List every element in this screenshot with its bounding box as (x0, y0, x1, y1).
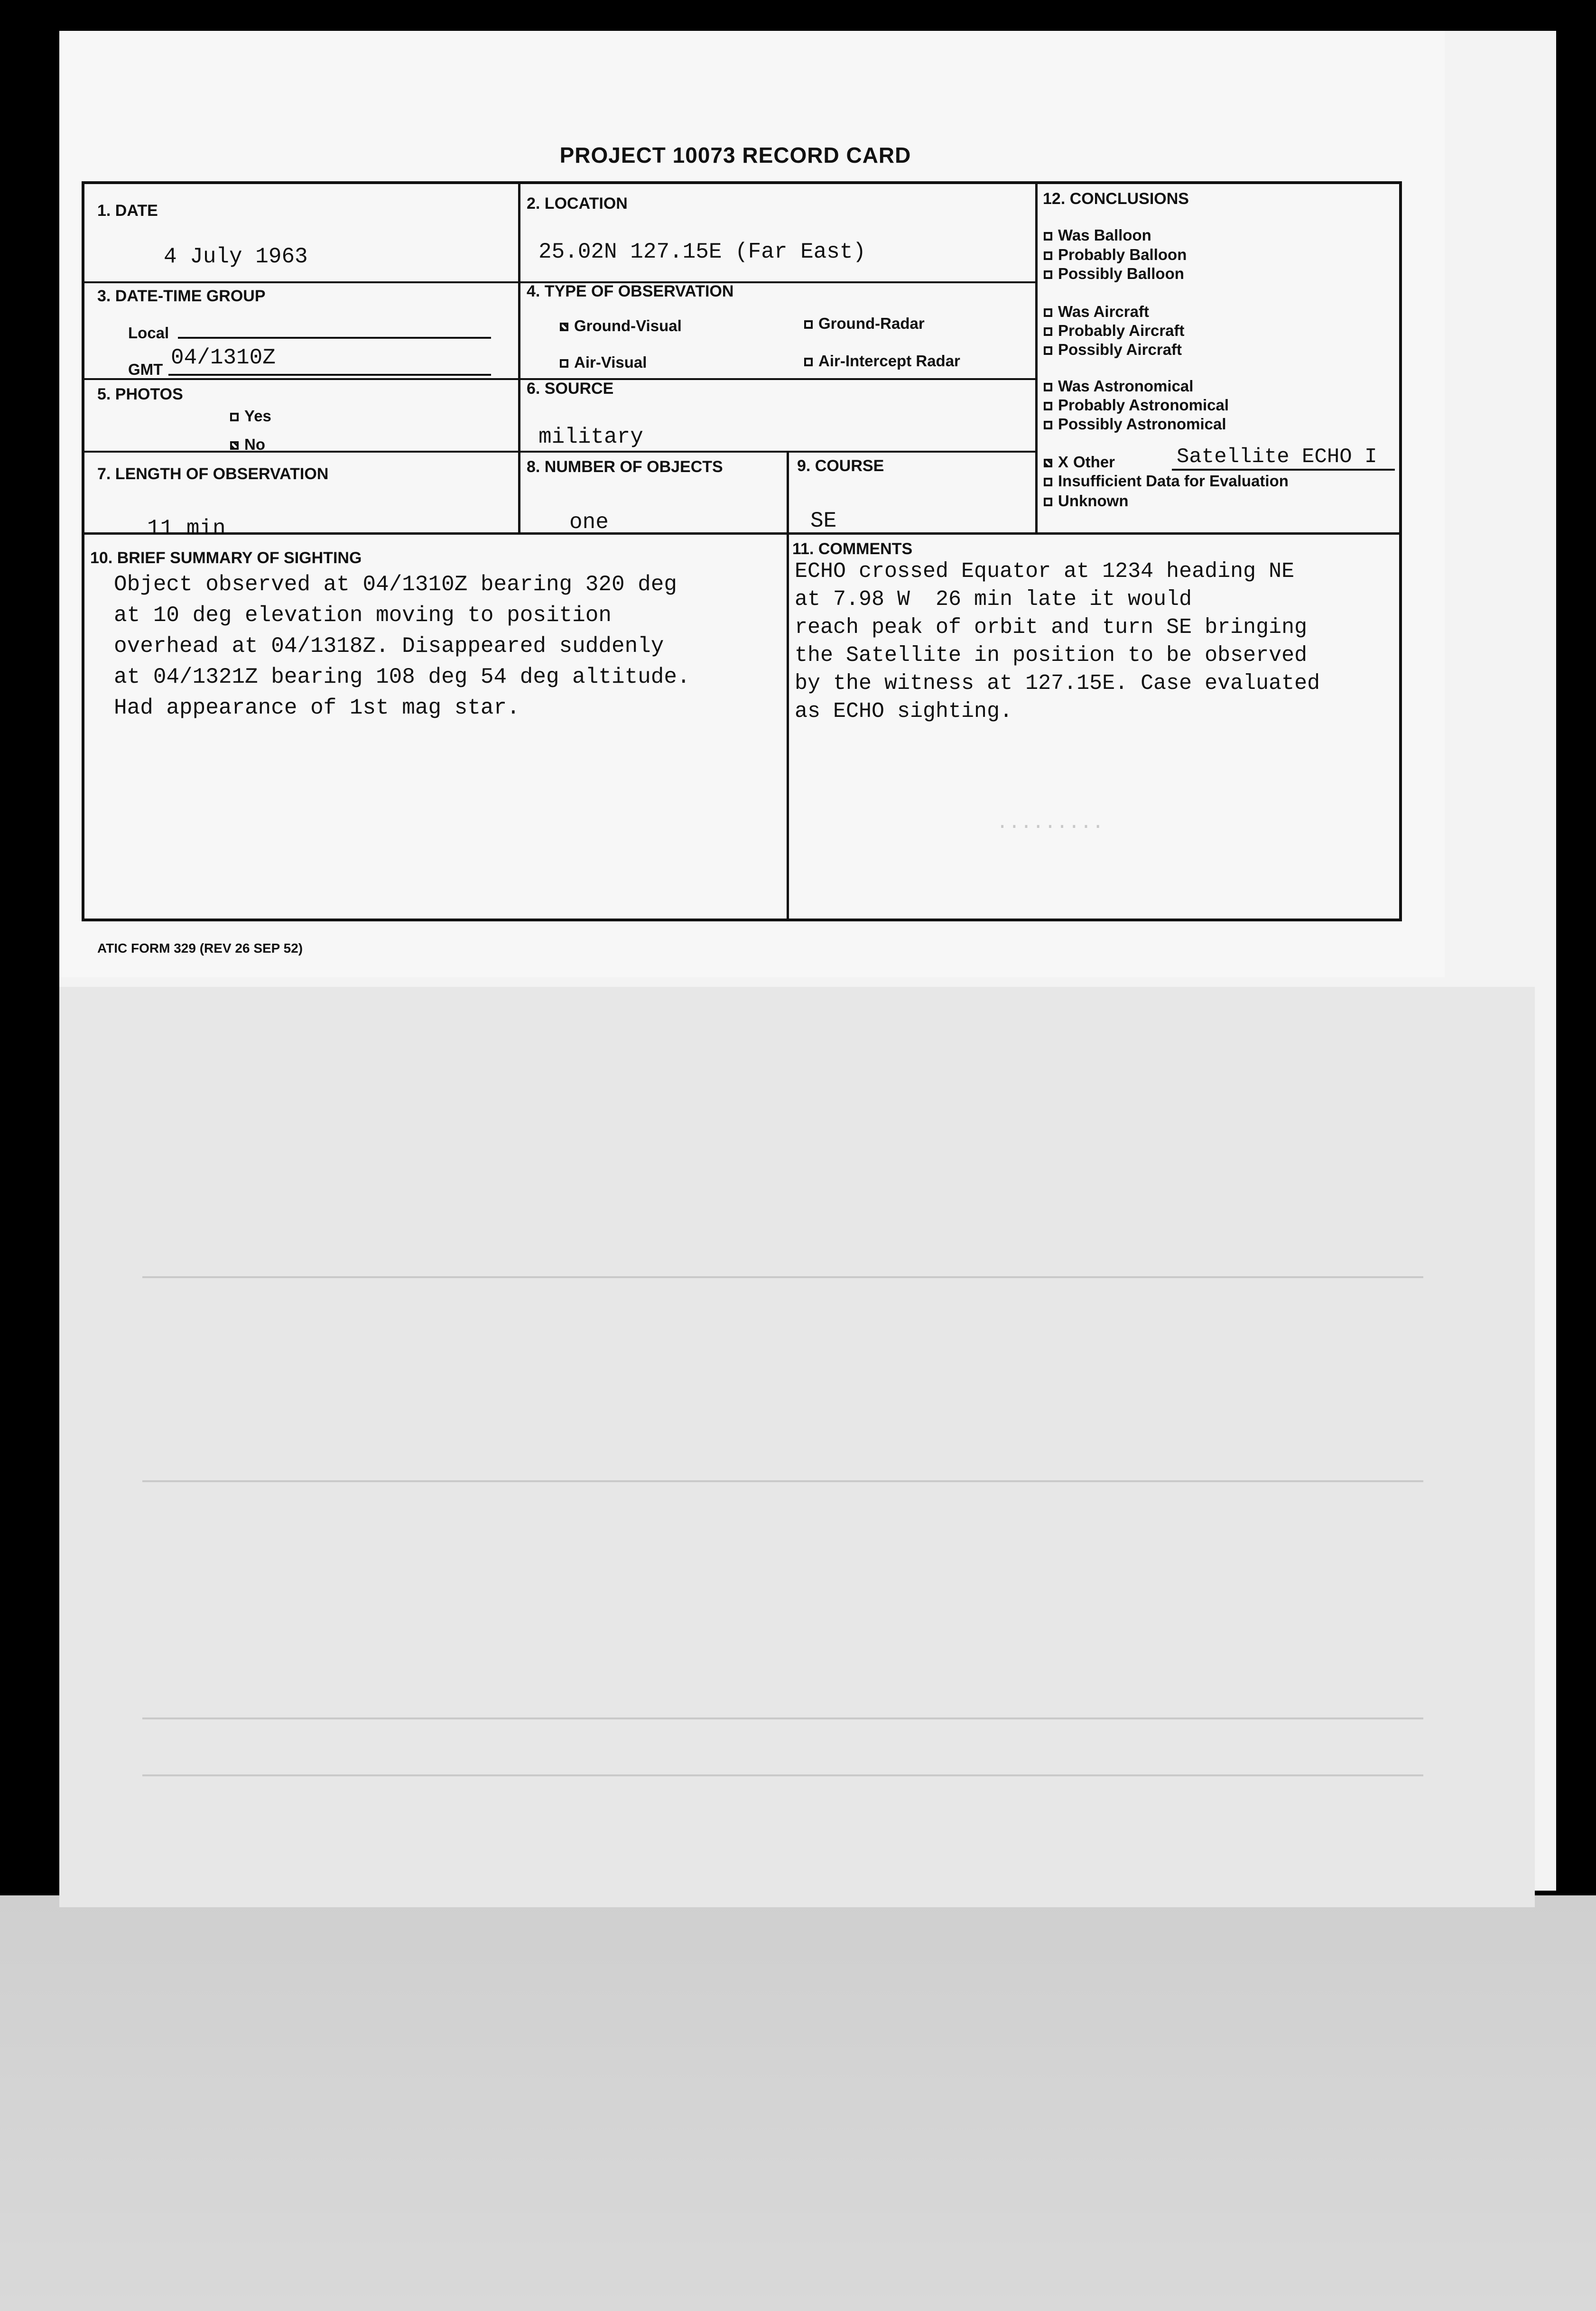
conclusion-probably-astronomical[interactable]: Probably Astronomical (1044, 396, 1229, 414)
checkbox-checked-icon (560, 323, 568, 331)
brief-summary-label: 10. BRIEF SUMMARY OF SIGHTING (90, 549, 362, 567)
length-of-observation-label: 7. LENGTH OF OBSERVATION (97, 465, 329, 483)
checkbox-icon (804, 320, 813, 329)
conclusion-probably-aircraft[interactable]: Probably Aircraft (1044, 322, 1185, 340)
location-value: 25.02N 127.15E (Far East) (538, 240, 866, 264)
obs-air-intercept-radar[interactable]: Air-Intercept Radar (804, 352, 960, 370)
conclusion-was-balloon[interactable]: Was Balloon (1044, 226, 1151, 244)
local-label: Local (128, 324, 169, 342)
checkbox-icon (804, 358, 813, 366)
course-value: SE (810, 509, 837, 533)
other-underline (1172, 469, 1395, 471)
checkbox-checked-icon (230, 441, 239, 450)
comments-line: ECHO crossed Equator at 1234 heading NE (795, 559, 1295, 584)
other-value: Satellite ECHO I (1177, 445, 1377, 469)
checkbox-icon (230, 413, 239, 421)
conclusion-possibly-astronomical[interactable]: Possibly Astronomical (1044, 415, 1226, 433)
gmt-label: GMT (128, 361, 163, 378)
obs-ground-radar[interactable]: Ground-Radar (804, 315, 925, 333)
source-label: 6. SOURCE (527, 380, 614, 398)
checkbox-icon (1044, 327, 1052, 336)
photos-label: 5. PHOTOS (97, 385, 183, 403)
gmt-underline (168, 374, 491, 376)
checkbox-icon (1044, 402, 1052, 410)
comments-line: by the witness at 127.15E. Case evaluated (795, 671, 1320, 696)
comments-line: reach peak of orbit and turn SE bringing (795, 615, 1308, 640)
scan-background (0, 1895, 1596, 2311)
obs-air-visual[interactable]: Air-Visual (560, 353, 647, 371)
checkbox-icon (1044, 308, 1052, 317)
brief-summary-text (114, 569, 690, 724)
conclusion-was-aircraft[interactable]: Was Aircraft (1044, 303, 1149, 321)
comments-text (795, 557, 1320, 725)
comments-line: at 7.98 W 26 min late it would (795, 587, 1192, 612)
conclusion-unknown[interactable]: Unknown (1044, 492, 1128, 510)
source-value: military (538, 425, 643, 449)
course-label: 9. COURSE (797, 457, 884, 475)
comments-line: the Satellite in position to be observed (795, 643, 1308, 668)
conclusion-probably-balloon[interactable]: Probably Balloon (1044, 246, 1187, 264)
conclusion-insufficient-data[interactable]: Insufficient Data for Evaluation (1044, 472, 1289, 490)
location-label: 2. LOCATION (527, 195, 628, 213)
other-mark: X (1058, 453, 1069, 471)
comments-label: 11. COMMENTS (792, 540, 913, 558)
photos-yes[interactable]: Yes (230, 407, 271, 425)
conclusion-was-astronomical[interactable]: Was Astronomical (1044, 377, 1193, 395)
number-of-objects-value: one (569, 510, 609, 535)
checkbox-icon (1044, 270, 1052, 279)
summary-line: at 04/1321Z bearing 108 deg 54 deg altitude. (114, 665, 690, 689)
checkbox-icon (1044, 346, 1052, 355)
type-of-observation-label: 4. TYPE OF OBSERVATION (527, 282, 734, 300)
bleed-through-area (59, 987, 1535, 1907)
summary-line: at 10 deg elevation moving to position (114, 603, 612, 628)
obs-ground-visual[interactable]: Ground-Visual (560, 317, 682, 335)
conclusions-label: 12. CONCLUSIONS (1043, 190, 1189, 208)
form-number: ATIC FORM 329 (REV 26 SEP 52) (97, 941, 303, 956)
checkbox-icon (1044, 383, 1052, 391)
checkbox-icon (1044, 232, 1052, 241)
summary-line: overhead at 04/1318Z. Disappeared suddenly (114, 634, 664, 659)
checkbox-icon (560, 359, 568, 368)
date-value: 4 July 1963 (164, 244, 308, 269)
checkbox-icon (1044, 478, 1052, 486)
date-label: 1. DATE (97, 202, 158, 220)
checkbox-icon (1044, 421, 1052, 429)
number-of-objects-label: 8. NUMBER OF OBJECTS (527, 458, 723, 476)
checkbox-checked-icon (1044, 459, 1052, 467)
card-title: PROJECT 10073 RECORD CARD (559, 143, 911, 167)
conclusion-possibly-balloon[interactable]: Possibly Balloon (1044, 265, 1184, 283)
summary-line: Had appearance of 1st mag star. (114, 696, 520, 720)
length-of-observation-value: 11 min (147, 516, 226, 541)
conclusion-possibly-aircraft[interactable]: Possibly Aircraft (1044, 341, 1182, 359)
checkbox-icon (1044, 251, 1052, 260)
comments-line: as ECHO sighting. (795, 699, 1013, 724)
photos-no[interactable]: No (230, 436, 265, 454)
checkbox-icon (1044, 498, 1052, 506)
conclusion-other[interactable]: X Other (1044, 453, 1115, 471)
local-underline (178, 337, 491, 339)
summary-line: Object observed at 04/1310Z bearing 320 deg (114, 572, 677, 597)
gmt-value: 04/1310Z (171, 345, 276, 370)
date-time-group-label: 3. DATE-TIME GROUP (97, 287, 266, 305)
